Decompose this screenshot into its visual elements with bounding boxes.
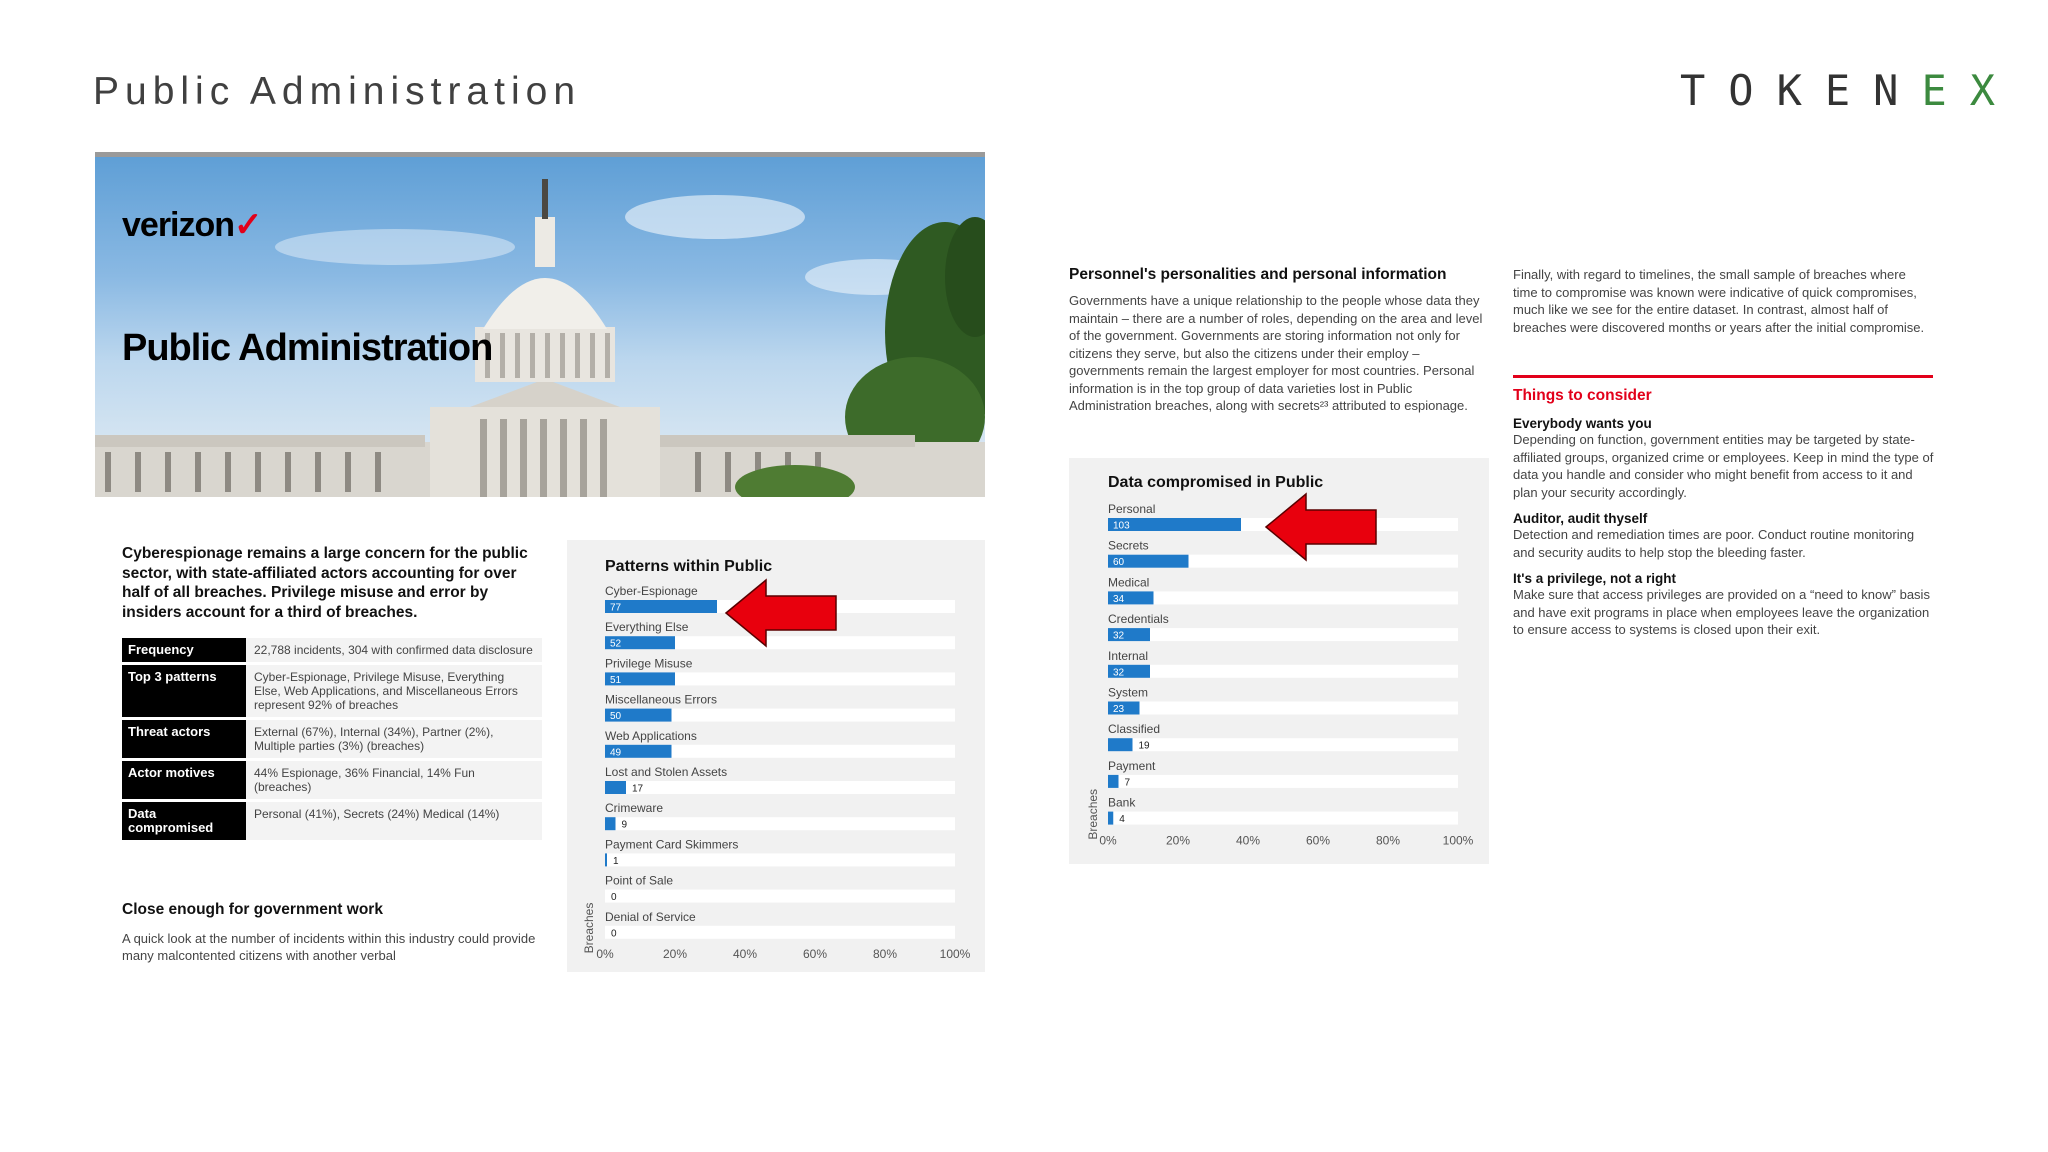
bar-track bbox=[1108, 775, 1458, 788]
category-label: Credentials bbox=[1108, 612, 1169, 627]
slide-title: Public Administration bbox=[93, 70, 582, 113]
fact-value: Cyber-Espionage, Privilege Misuse, Everything Else, Web Applications, and Miscellaneous Errors represent 92% of breaches bbox=[246, 665, 542, 717]
x-tick-label: 60% bbox=[802, 947, 828, 961]
hero-banner bbox=[95, 152, 985, 497]
hero-title: Public Administration bbox=[122, 327, 493, 369]
fact-key: Top 3 patterns bbox=[122, 665, 246, 717]
bar-track bbox=[605, 890, 955, 903]
value-label: 7 bbox=[1124, 777, 1131, 789]
bar bbox=[1108, 812, 1113, 825]
category-label: Denial of Service bbox=[605, 909, 696, 924]
category-label: System bbox=[1108, 685, 1149, 700]
x-tick-label: 20% bbox=[662, 947, 688, 961]
bar bbox=[605, 817, 616, 830]
facts-row bbox=[122, 665, 542, 717]
value-label: 34 bbox=[1113, 593, 1125, 605]
tip-heading: Everybody wants you bbox=[1513, 416, 1652, 431]
timelines-section bbox=[1513, 266, 1933, 336]
fact-value: 44% Espionage, 36% Financial, 14% Fun (breaches) bbox=[246, 761, 542, 799]
category-label: Miscellaneous Errors bbox=[605, 692, 718, 707]
bar-track bbox=[605, 926, 955, 939]
personnel-heading: Personnel's personalities and personal information bbox=[1069, 266, 1447, 283]
close-enough-heading: Close enough for government work bbox=[122, 901, 383, 918]
value-label: 52 bbox=[610, 638, 622, 650]
bar bbox=[1108, 738, 1133, 751]
red-arrow-icon bbox=[724, 578, 839, 648]
red-arrow-icon bbox=[1264, 492, 1379, 562]
bar-track bbox=[1108, 702, 1458, 715]
category-label: Cyber-Espionage bbox=[605, 584, 698, 598]
category-label: Bank bbox=[1108, 795, 1136, 810]
bar bbox=[1108, 775, 1119, 788]
x-tick-label: 40% bbox=[1235, 833, 1261, 848]
category-label: Payment Card Skimmers bbox=[605, 837, 739, 852]
category-label: Internal bbox=[1108, 648, 1149, 663]
x-tick-label: 60% bbox=[1305, 833, 1331, 848]
category-label: Web Applications bbox=[605, 728, 697, 743]
verizon-wordmark: verizon bbox=[122, 206, 235, 244]
value-label: 23 bbox=[1113, 704, 1125, 715]
value-label: 50 bbox=[610, 711, 622, 723]
category-label: Privilege Misuse bbox=[605, 656, 693, 671]
bar bbox=[605, 781, 626, 794]
intro-text: Cyberespionage remains a large concern for the public sector, with state-affiliated actors accounting for over half of all breaches. Privilege misuse and error by insiders account for a third of breaches. bbox=[122, 545, 528, 621]
fact-key: Actor motives bbox=[122, 761, 246, 799]
fact-value: Personal (41%), Secrets (24%) Medical (14%) bbox=[246, 802, 542, 840]
y-axis-label: Breaches bbox=[582, 902, 596, 954]
facts-row bbox=[122, 638, 542, 662]
tip-heading: It's a privilege, not a right bbox=[1513, 571, 1676, 586]
tip-heading: Auditor, audit thyself bbox=[1513, 511, 1648, 526]
category-label: Secrets bbox=[1108, 538, 1149, 553]
category-label: Personal bbox=[1108, 502, 1156, 516]
facts-row bbox=[122, 720, 542, 758]
tokenex-logo bbox=[1680, 66, 2018, 115]
y-axis-label: Breaches bbox=[1086, 788, 1100, 840]
value-label: 103 bbox=[1113, 520, 1130, 532]
bar-track bbox=[1108, 812, 1458, 825]
verizon-logo bbox=[122, 205, 262, 245]
value-label: 32 bbox=[1113, 667, 1125, 679]
value-label: 19 bbox=[1138, 740, 1150, 752]
value-label: 32 bbox=[1113, 630, 1125, 642]
category-label: Medical bbox=[1108, 575, 1150, 590]
category-label: Everything Else bbox=[605, 620, 689, 635]
category-label: Classified bbox=[1108, 722, 1161, 737]
fact-key: Frequency bbox=[122, 638, 246, 662]
category-label: Payment bbox=[1108, 758, 1156, 773]
bar-track bbox=[605, 817, 955, 830]
x-tick-label: 20% bbox=[1165, 833, 1191, 848]
fact-key: Threat actors bbox=[122, 720, 246, 758]
x-tick-label: 100% bbox=[939, 947, 971, 961]
bar-track bbox=[605, 781, 955, 794]
fact-value: 22,788 incidents, 304 with confirmed data disclosure bbox=[246, 638, 542, 662]
category-label: Crimeware bbox=[605, 801, 664, 816]
value-label: 17 bbox=[632, 783, 644, 795]
value-label: 51 bbox=[610, 674, 622, 686]
section-divider bbox=[1513, 375, 1933, 378]
facts-table bbox=[122, 635, 542, 843]
value-label: 9 bbox=[621, 819, 628, 831]
personnel-text: Governments have a unique relationship to the people whose data they maintain – there are a number of roles, depending on the area and level of the government. Governments are storing information not only for citizens they serve, but also the citizens under their employ – governments remain the largest employer for most countries. Personal information is in the top group of data varieties lost in Public Administration breaches, along with secrets²³ attributed to espionage. bbox=[1069, 293, 1483, 413]
data-compromised-chart-title: Data compromised in Public bbox=[1108, 474, 1324, 491]
things-to-consider-heading: Things to consider bbox=[1513, 387, 1652, 404]
logo-text-main: TOKEN bbox=[1680, 66, 1922, 115]
x-tick-label: 0% bbox=[1099, 833, 1117, 848]
timelines-text: Finally, with regard to timelines, the small sample of breaches where time to compromise was known were indicative of quick compromises, much like we see for the entire dataset. In contrast, almost half of breaches were discovered months or years after the initial compromise. bbox=[1513, 267, 1925, 335]
value-label: 77 bbox=[610, 602, 622, 614]
category-label: Point of Sale bbox=[605, 873, 674, 888]
x-tick-label: 80% bbox=[872, 947, 898, 961]
value-label: 49 bbox=[610, 747, 622, 759]
bar-track bbox=[1108, 628, 1458, 641]
close-enough-text: A quick look at the number of incidents within this industry could provide many malcontented citizens with another verbal bbox=[122, 931, 536, 963]
value-label: 60 bbox=[1113, 557, 1125, 569]
category-label: Lost and Stolen Assets bbox=[605, 765, 728, 779]
x-tick-label: 0% bbox=[596, 947, 614, 961]
bar bbox=[605, 853, 607, 866]
fact-value: External (67%), Internal (34%), Partner (2%), Multiple parties (3%) (breaches) bbox=[246, 720, 542, 758]
verizon-check-icon: ✓ bbox=[234, 206, 262, 244]
tip-text: Make sure that access privileges are provided on a “need to know” basis and have exit programs in place when employees leave the organization to ensure access to systems is closed upon their exit. bbox=[1513, 587, 1930, 637]
personnel-section bbox=[1069, 266, 1489, 415]
x-tick-label: 80% bbox=[1375, 833, 1401, 848]
tip-text: Detection and remediation times are poor. Conduct routine monitoring and security audits to help stop the bleeding faster. bbox=[1513, 527, 1915, 560]
value-label: 4 bbox=[1119, 814, 1125, 826]
fact-key: Data compromised bbox=[122, 802, 246, 840]
tip-auditor bbox=[1513, 511, 1938, 561]
value-label: 0 bbox=[611, 928, 617, 940]
tip-privilege bbox=[1513, 571, 1938, 639]
tip-text: Depending on function, government entities may be targeted by state-affiliated groups, organized crime or employees. Keep in mind the type of data you handle and consider who might benefit from access to it and plan your security accordingly. bbox=[1513, 432, 1934, 500]
bar-track bbox=[1108, 738, 1458, 751]
x-tick-label: 40% bbox=[732, 947, 758, 961]
logo-text-ex: EX bbox=[1921, 66, 2019, 115]
tip-everybody-wants-you bbox=[1513, 416, 1938, 501]
bar-track bbox=[605, 853, 955, 866]
bar-track bbox=[1108, 591, 1458, 604]
value-label: 1 bbox=[613, 855, 619, 867]
facts-row bbox=[122, 761, 542, 799]
facts-row bbox=[122, 802, 542, 840]
bar bbox=[605, 600, 717, 613]
value-label: 0 bbox=[611, 892, 617, 904]
patterns-chart-title: Patterns within Public bbox=[605, 558, 773, 575]
bar-track bbox=[1108, 665, 1458, 678]
x-tick-label: 100% bbox=[1442, 833, 1474, 848]
